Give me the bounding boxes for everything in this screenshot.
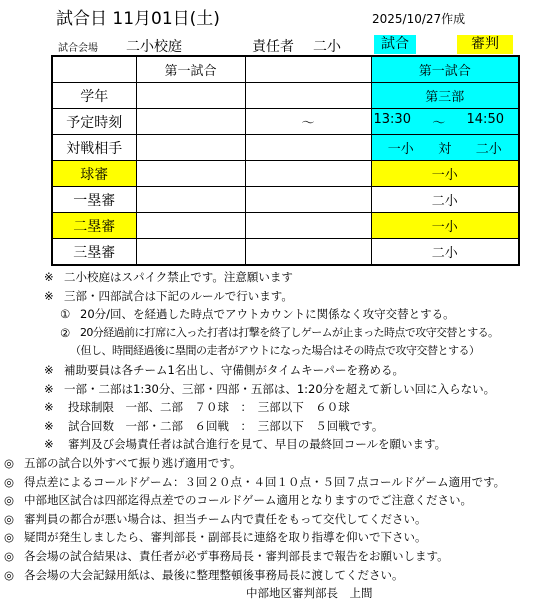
empty-cell: [245, 161, 371, 187]
note-mark: ※: [44, 362, 54, 377]
row-label: 二塁審: [52, 213, 136, 239]
page-title: 試合日 11月01日(土): [56, 9, 220, 29]
note-line: [0, 268, 548, 287]
responsible-value: 二小: [313, 39, 341, 55]
legend-game-tag: 試合: [374, 35, 416, 54]
note-line: [0, 380, 548, 399]
signature-line: [0, 584, 548, 603]
table-row: [52, 109, 519, 135]
note-text: 各会場の試合結果は、責任者が必ず事務局長・審判部長まで報告をお願いします。: [24, 548, 449, 563]
note-line: [0, 361, 548, 380]
signature: 中部地区審判部長 上間: [246, 586, 373, 601]
empty-cell: [245, 187, 371, 213]
note-line: [0, 287, 548, 306]
division-value: 第三部: [371, 83, 519, 109]
table-row: [52, 239, 519, 266]
versus-label: 対: [438, 142, 452, 157]
umpire-assignment: 二小: [371, 187, 519, 213]
away-team: 二小: [475, 142, 502, 157]
note-line: [0, 398, 548, 417]
note-line: [0, 435, 548, 454]
umpire-assignment: 一小: [371, 161, 519, 187]
table-row: [52, 187, 519, 213]
note-text: 中部地区試合は四部迄得点差でのコールドゲーム適用となりますのでご注意ください。: [24, 493, 473, 508]
note-line: [0, 417, 548, 436]
note-mark: ◎: [4, 493, 15, 508]
note-mark: ※: [44, 437, 54, 452]
note-line: [0, 305, 548, 324]
start-time: 13:30: [373, 112, 411, 127]
note-line: [0, 324, 548, 343]
empty-cell: [136, 187, 245, 213]
note-mark: ※: [44, 270, 54, 284]
venue-value: 二小校庭: [126, 39, 182, 55]
note-text: 得点差によるコールドゲーム：３回２０点・４回１０点・５回７点コールドゲーム適用です。: [24, 474, 506, 489]
row-label: 一塁審: [52, 187, 136, 213]
note-line: [0, 547, 548, 566]
notes-list: [0, 268, 548, 603]
schedule-table: [51, 55, 520, 266]
note-mark: ◎: [4, 530, 15, 545]
note-text: 20分経過前に打席に入った打者は打撃を終了しゲームが止まった時点で攻守交替とする。: [80, 325, 499, 339]
table-row: [52, 213, 519, 239]
note-text: 試合回数 一部・二部 ６回戦 ： 三部以下 ５回戦です。: [68, 418, 384, 433]
note-text: 五部の試合以外すべて振り逃げ適用です。: [24, 455, 242, 470]
left-game-header: 第一試合: [136, 56, 245, 83]
row-label: 三塁審: [52, 239, 136, 266]
corner-cell: [52, 56, 136, 83]
empty-cell: [245, 83, 371, 109]
matchup-cell: [371, 135, 519, 161]
legend-referee-tag: 審判: [457, 35, 513, 54]
note-mark: ※: [44, 288, 54, 303]
empty-cell: [136, 135, 245, 161]
note-text: 各会場の大会記録用紙は、最後に整理整頓後事務局長に渡してください。: [24, 567, 404, 582]
note-line: [0, 566, 548, 585]
note-text: 審判員の都合が悪い場合は、担当チーム内で責任をもって交代してください。: [24, 511, 427, 526]
umpire-assignment: 一小: [371, 213, 519, 239]
note-text: （但し、時間経過後に塁間の走者がアウトになった場合はその時点で攻守交替とする）: [70, 344, 480, 358]
note-text: 三部・四部試合は下記のルールで行います。: [64, 288, 293, 303]
empty-cell: [136, 161, 245, 187]
created-date: 2025/10/27作成: [372, 12, 466, 26]
note-mark: ②: [60, 325, 71, 340]
note-mark: ※: [44, 418, 54, 433]
note-text: 審判及び会場責任者は試合進行を見て、早目の最終回コールを願います。: [68, 437, 447, 452]
venue-label: 試合会場: [58, 43, 98, 54]
row-label: 予定時刻: [52, 109, 136, 135]
note-text: 投球制限 一部、二部 ７０球 ： 三部以下 ６０球: [68, 400, 350, 415]
empty-cell: [136, 109, 245, 135]
note-mark: ◎: [4, 567, 15, 582]
note-mark: ◎: [4, 455, 15, 470]
empty-cell: [245, 213, 371, 239]
table-row: [52, 135, 519, 161]
note-text: 一部・二部は1:30分、三部・四部・五部は、1:20分を超えて新しい回に入らない。: [64, 381, 496, 396]
note-line: [0, 491, 548, 510]
table-row: [52, 161, 519, 187]
empty-cell: [136, 239, 245, 266]
home-team: 一小: [387, 142, 414, 157]
table-header-row: [52, 56, 519, 83]
note-mark: ①: [60, 307, 71, 322]
note-mark: ※: [44, 381, 54, 396]
empty-cell: [245, 239, 371, 266]
empty-cell: [245, 56, 371, 83]
row-label: 学年: [52, 83, 136, 109]
time-separator: ～: [432, 116, 446, 131]
note-mark: ◎: [4, 548, 15, 563]
empty-cell: [245, 135, 371, 161]
right-game-header: 第一試合: [371, 56, 519, 83]
end-time: 14:50: [466, 112, 504, 127]
time-range-cell: [371, 109, 519, 135]
note-text: 二小校庭はスパイク禁止です。注意願います: [64, 270, 293, 284]
row-label: 対戦相手: [52, 135, 136, 161]
note-text: 補助要員は各チーム1名出し、守備側がタイムキーパーを務める。: [64, 362, 405, 377]
note-mark: ◎: [4, 474, 15, 489]
responsible-label: 責任者: [252, 39, 294, 55]
table-row: [52, 83, 519, 109]
note-text: 疑問が発生しましたら、審判部長・副部長に連絡を取り指導を仰いで下さい。: [24, 530, 427, 545]
note-text: 20分/回、を経過した時点でアウトカウントに関係なく攻守交替とする。: [80, 307, 455, 322]
note-line: [0, 473, 548, 492]
umpire-assignment: 二小: [371, 239, 519, 266]
note-line: [0, 454, 548, 473]
note-line: [0, 342, 548, 361]
time-range-left: ～: [245, 109, 371, 135]
note-mark: ◎: [4, 511, 15, 526]
note-line: [0, 510, 548, 529]
note-line: [0, 528, 548, 547]
empty-cell: [136, 83, 245, 109]
note-mark: ※: [44, 400, 54, 415]
empty-cell: [136, 213, 245, 239]
row-label: 球審: [52, 161, 136, 187]
